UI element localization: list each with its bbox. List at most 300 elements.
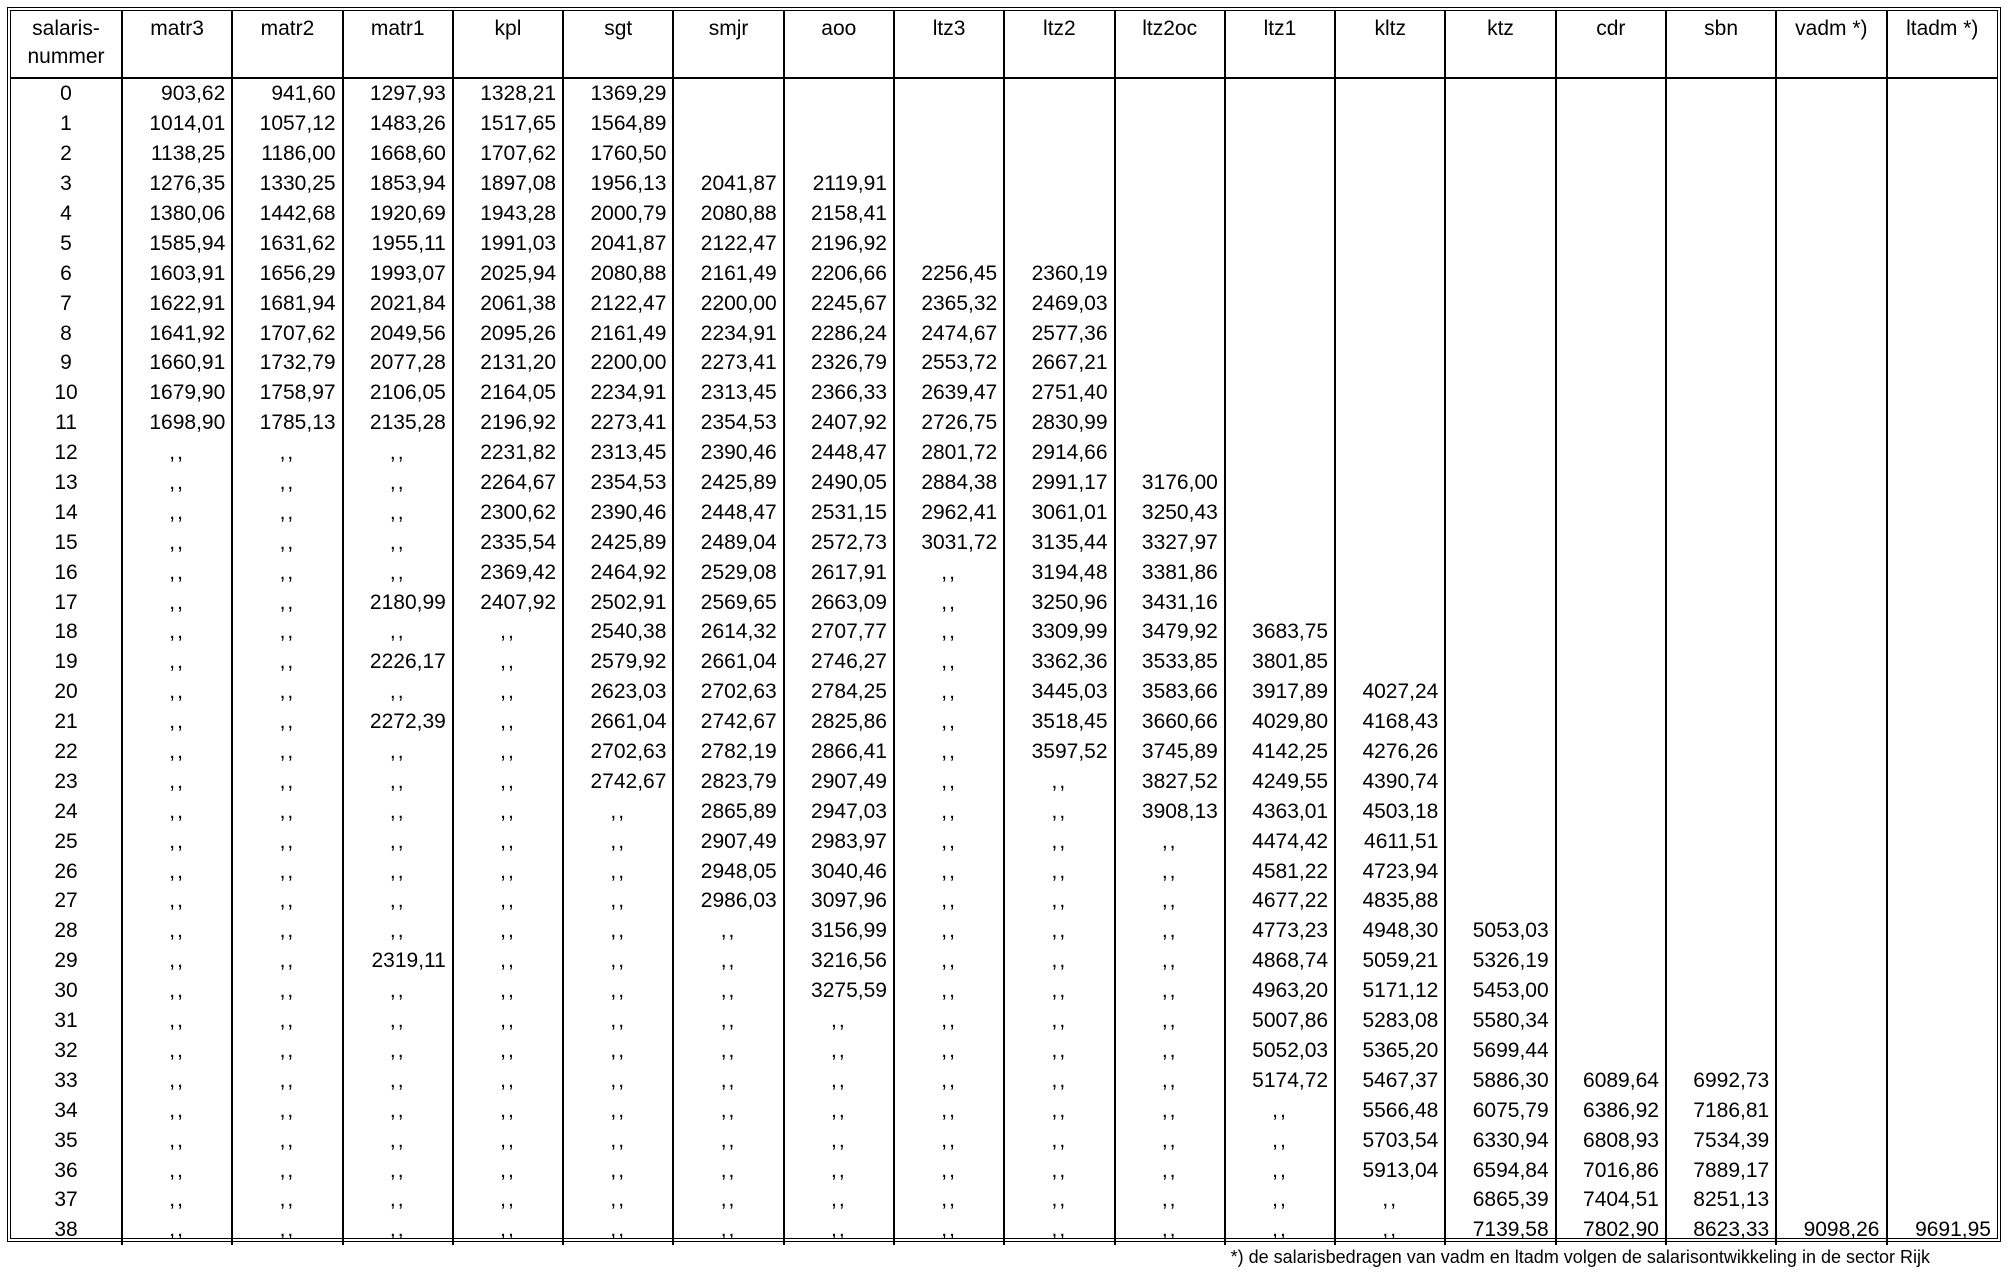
column-header-ltz2: ltz2: [1004, 11, 1114, 78]
empty-cell: [1335, 557, 1445, 587]
salary-amount: 2164,05: [453, 378, 563, 408]
ditto-mark: ,,: [232, 677, 342, 707]
empty-cell: [1445, 109, 1555, 139]
empty-cell: [1445, 139, 1555, 169]
ditto-mark: ,,: [122, 497, 232, 527]
salary-amount: 3660,66: [1115, 707, 1225, 737]
salary-amount: 4474,42: [1225, 826, 1335, 856]
empty-cell: [1115, 408, 1225, 438]
salary-step-number: 1: [60, 112, 72, 136]
salary-amount: 2907,49: [673, 826, 783, 856]
empty-cell: [1887, 468, 1998, 498]
empty-cell: [1887, 557, 1998, 587]
salary-amount: 2313,45: [673, 378, 783, 408]
column-header-matr1: matr1: [343, 11, 453, 78]
ditto-mark: ,,: [894, 826, 1004, 856]
salary-amount: 4390,74: [1335, 766, 1445, 796]
salary-amount: 5283,08: [1335, 1006, 1445, 1036]
empty-cell: [1445, 169, 1555, 199]
ditto-mark: ,,: [343, 1006, 453, 1036]
ditto-mark: ,,: [343, 826, 453, 856]
empty-cell: [1887, 946, 1998, 976]
empty-cell: [1666, 139, 1776, 169]
salary-amount: 4249,55: [1225, 766, 1335, 796]
table-row: [11, 976, 1997, 1006]
salary-amount: 2702,63: [563, 737, 673, 767]
salary-amount: 2234,91: [563, 378, 673, 408]
salary-step-number: 3: [60, 172, 72, 196]
salary-step-number: 6: [60, 261, 72, 285]
empty-cell: [1887, 1125, 1998, 1155]
empty-cell: [1666, 647, 1776, 677]
table-row: [11, 1095, 1997, 1125]
empty-cell: [1776, 497, 1886, 527]
salary-amount: 3061,01: [1004, 497, 1114, 527]
salary-amount: 6089,64: [1556, 1065, 1666, 1095]
empty-cell: [1776, 587, 1886, 617]
salary-amount: 4723,94: [1335, 856, 1445, 886]
salary-amount: 2000,79: [563, 199, 673, 229]
empty-cell: [1556, 737, 1666, 767]
ditto-mark: ,,: [232, 617, 342, 647]
empty-cell: [1666, 1036, 1776, 1066]
salary-step-number: 4: [60, 202, 72, 225]
empty-cell: [1666, 497, 1776, 527]
empty-cell: [1225, 228, 1335, 258]
salary-amount: 1186,00: [232, 139, 342, 169]
salary-amount: 2300,62: [453, 497, 563, 527]
ditto-mark: ,,: [343, 557, 453, 587]
ditto-mark: ,,: [1004, 886, 1114, 916]
table-row: [11, 1036, 1997, 1066]
empty-cell: [1776, 378, 1886, 408]
ditto-mark: ,,: [1225, 1095, 1335, 1125]
empty-cell: [1666, 677, 1776, 707]
ditto-mark: ,,: [453, 796, 563, 826]
ditto-mark: ,,: [1115, 1155, 1225, 1185]
empty-cell: [1887, 109, 1998, 139]
empty-cell: [1556, 288, 1666, 318]
salary-amount: 2830,99: [1004, 408, 1114, 438]
salary-amount: 2360,19: [1004, 258, 1114, 288]
salary-amount: 3250,96: [1004, 587, 1114, 617]
empty-cell: [1776, 856, 1886, 886]
salary-amount: 1631,62: [232, 228, 342, 258]
salary-amount: 1622,91: [122, 288, 232, 318]
salary-step-number: 36: [54, 1158, 78, 1182]
salary-step-number: 20: [54, 680, 78, 704]
salary-amount: 5053,03: [1445, 916, 1555, 946]
salary-step-number: 34: [54, 1098, 78, 1122]
salary-amount: 3194,48: [1004, 557, 1114, 587]
salary-amount: 1585,94: [122, 228, 232, 258]
salary-amount: 4835,88: [1335, 886, 1445, 916]
empty-cell: [1666, 438, 1776, 468]
empty-cell: [1225, 318, 1335, 348]
ditto-mark: ,,: [784, 1185, 894, 1215]
empty-cell: [1556, 78, 1666, 109]
ditto-mark: ,,: [453, 946, 563, 976]
empty-cell: [1115, 199, 1225, 229]
ditto-mark: ,,: [122, 438, 232, 468]
table-row: [11, 1185, 1997, 1215]
salary-amount: 1297,93: [343, 78, 453, 109]
column-header-matr3: matr3: [122, 11, 232, 78]
salary-amount: 2617,91: [784, 557, 894, 587]
salary-step-number: 27: [54, 889, 78, 913]
empty-cell: [1115, 169, 1225, 199]
ditto-mark: ,,: [673, 1215, 783, 1245]
ditto-mark: ,,: [232, 468, 342, 498]
salary-amount: 2234,91: [673, 318, 783, 348]
ditto-mark: ,,: [673, 1006, 783, 1036]
empty-cell: [1666, 169, 1776, 199]
ditto-mark: ,,: [1004, 1215, 1114, 1245]
salary-amount: 1707,62: [453, 139, 563, 169]
salary-amount: 1603,91: [122, 258, 232, 288]
salary-step-number: 13: [54, 471, 78, 495]
ditto-mark: ,,: [232, 1215, 342, 1245]
salary-step-number: 30: [54, 979, 78, 1003]
empty-cell: [1556, 826, 1666, 856]
table-row: [11, 408, 1997, 438]
salary-step-number: 23: [54, 769, 78, 793]
salary-amount: 2365,32: [894, 288, 1004, 318]
salary-amount: 2490,05: [784, 468, 894, 498]
salary-amount: 1681,94: [232, 288, 342, 318]
table-row: [11, 1125, 1997, 1155]
empty-cell: [1225, 497, 1335, 527]
table-row: [11, 796, 1997, 826]
ditto-mark: ,,: [1115, 946, 1225, 976]
salary-step-number: 15: [54, 530, 78, 554]
salary-amount: 2531,15: [784, 497, 894, 527]
table-row: [11, 826, 1997, 856]
empty-cell: [1556, 1036, 1666, 1066]
ditto-mark: ,,: [453, 826, 563, 856]
empty-cell: [1225, 587, 1335, 617]
ditto-mark: ,,: [673, 1065, 783, 1095]
empty-cell: [1776, 976, 1886, 1006]
column-header-kpl: kpl: [453, 11, 563, 78]
salary-step-number: 29: [54, 949, 78, 973]
empty-cell: [1776, 916, 1886, 946]
empty-cell: [1887, 647, 1998, 677]
ditto-mark: ,,: [1115, 1185, 1225, 1215]
ditto-mark: ,,: [673, 1155, 783, 1185]
ditto-mark: ,,: [673, 1095, 783, 1125]
empty-cell: [1887, 916, 1998, 946]
salary-step-number: 37: [54, 1188, 78, 1212]
ditto-mark: ,,: [1004, 946, 1114, 976]
salary-step-number: 10: [54, 381, 78, 405]
salary-amount: 1993,07: [343, 258, 453, 288]
empty-cell: [1445, 408, 1555, 438]
salary-amount: 3518,45: [1004, 707, 1114, 737]
empty-cell: [1556, 677, 1666, 707]
ditto-mark: ,,: [894, 707, 1004, 737]
ditto-mark: ,,: [122, 677, 232, 707]
ditto-mark: ,,: [894, 617, 1004, 647]
ditto-mark: ,,: [1225, 1215, 1335, 1245]
salary-amount: 8623,33: [1666, 1215, 1776, 1245]
salary-amount: 1380,06: [122, 199, 232, 229]
empty-cell: [1004, 139, 1114, 169]
ditto-mark: ,,: [894, 557, 1004, 587]
empty-cell: [1004, 199, 1114, 229]
empty-cell: [1445, 886, 1555, 916]
empty-cell: [1887, 737, 1998, 767]
column-header-ltz2oc: ltz2oc: [1115, 11, 1225, 78]
empty-cell: [1776, 348, 1886, 378]
ditto-mark: ,,: [673, 1125, 783, 1155]
ditto-mark: ,,: [563, 1185, 673, 1215]
empty-cell: [1556, 139, 1666, 169]
salary-amount: 1897,08: [453, 169, 563, 199]
empty-cell: [1776, 1125, 1886, 1155]
table-row: [11, 856, 1997, 886]
ditto-mark: ,,: [784, 1065, 894, 1095]
ditto-mark: ,,: [1115, 1125, 1225, 1155]
salary-amount: 2041,87: [563, 228, 673, 258]
salary-amount: 4027,24: [1335, 677, 1445, 707]
empty-cell: [1445, 378, 1555, 408]
salary-step-number: 25: [54, 829, 78, 853]
empty-cell: [1776, 737, 1886, 767]
ditto-mark: ,,: [784, 1125, 894, 1155]
empty-cell: [1115, 378, 1225, 408]
salary-amount: 2579,92: [563, 647, 673, 677]
ditto-mark: ,,: [1115, 916, 1225, 946]
empty-cell: [1776, 438, 1886, 468]
empty-cell: [1445, 438, 1555, 468]
ditto-mark: ,,: [1004, 1095, 1114, 1125]
salary-amount: 2553,72: [894, 348, 1004, 378]
salary-amount: 6865,39: [1445, 1185, 1555, 1215]
empty-cell: [1556, 976, 1666, 1006]
ditto-mark: ,,: [1004, 1065, 1114, 1095]
ditto-mark: ,,: [343, 766, 453, 796]
empty-cell: [1666, 946, 1776, 976]
salary-amount: 6808,93: [1556, 1125, 1666, 1155]
empty-cell: [1776, 199, 1886, 229]
salary-step-number: 26: [54, 859, 78, 883]
empty-cell: [1887, 1006, 1998, 1036]
salary-amount: 3275,59: [784, 976, 894, 1006]
table-row: [11, 886, 1997, 916]
salary-amount: 5052,03: [1225, 1036, 1335, 1066]
table-row: [11, 647, 1997, 677]
table-row: [11, 258, 1997, 288]
empty-cell: [1225, 109, 1335, 139]
ditto-mark: ,,: [122, 1215, 232, 1245]
salary-amount: 2572,73: [784, 527, 894, 557]
salary-amount: 2226,17: [343, 647, 453, 677]
ditto-mark: ,,: [232, 1095, 342, 1125]
empty-cell: [1887, 199, 1998, 229]
ditto-mark: ,,: [894, 946, 1004, 976]
empty-cell: [1115, 438, 1225, 468]
empty-cell: [784, 109, 894, 139]
salary-step-number: 38: [54, 1218, 78, 1242]
ditto-mark: ,,: [894, 916, 1004, 946]
salary-amount: 7139,58: [1445, 1215, 1555, 1245]
salary-amount: 7016,86: [1556, 1155, 1666, 1185]
column-header-vadm: vadm *): [1776, 11, 1886, 78]
ditto-mark: ,,: [1004, 766, 1114, 796]
empty-cell: [1004, 169, 1114, 199]
ditto-mark: ,,: [343, 1095, 453, 1125]
salary-amount: 2742,67: [673, 707, 783, 737]
ditto-mark: ,,: [894, 1215, 1004, 1245]
ditto-mark: ,,: [1115, 1065, 1225, 1095]
salary-amount: 2200,00: [673, 288, 783, 318]
salary-amount: 1369,29: [563, 78, 673, 109]
empty-cell: [1666, 468, 1776, 498]
empty-cell: [1115, 228, 1225, 258]
salary-amount: 2474,67: [894, 318, 1004, 348]
ditto-mark: ,,: [894, 1065, 1004, 1095]
salary-step-number: 32: [54, 1038, 78, 1062]
salary-amount: 2489,04: [673, 527, 783, 557]
ditto-mark: ,,: [453, 1006, 563, 1036]
empty-cell: [1887, 527, 1998, 557]
empty-cell: [1115, 139, 1225, 169]
ditto-mark: ,,: [232, 976, 342, 1006]
ditto-mark: ,,: [232, 527, 342, 557]
salary-amount: 6386,92: [1556, 1095, 1666, 1125]
ditto-mark: ,,: [784, 1095, 894, 1125]
ditto-mark: ,,: [784, 1006, 894, 1036]
empty-cell: [1556, 946, 1666, 976]
empty-cell: [1335, 109, 1445, 139]
empty-cell: [1335, 348, 1445, 378]
column-header-cdr: cdr: [1556, 11, 1666, 78]
empty-cell: [894, 109, 1004, 139]
empty-cell: [1115, 258, 1225, 288]
empty-cell: [784, 139, 894, 169]
empty-cell: [1115, 348, 1225, 378]
salary-amount: 7889,17: [1666, 1155, 1776, 1185]
empty-cell: [1556, 497, 1666, 527]
ditto-mark: ,,: [122, 468, 232, 498]
ditto-mark: ,,: [563, 1125, 673, 1155]
ditto-mark: ,,: [232, 1185, 342, 1215]
salary-amount: 2726,75: [894, 408, 1004, 438]
empty-cell: [1335, 408, 1445, 438]
empty-cell: [1335, 139, 1445, 169]
empty-cell: [1445, 348, 1555, 378]
salary-amount: 1785,13: [232, 408, 342, 438]
salary-amount: 1679,90: [122, 378, 232, 408]
salary-step-number: 14: [54, 500, 78, 524]
salary-amount: 1732,79: [232, 348, 342, 378]
ditto-mark: ,,: [453, 707, 563, 737]
empty-cell: [1225, 438, 1335, 468]
empty-cell: [894, 228, 1004, 258]
ditto-mark: ,,: [784, 1215, 894, 1245]
salary-amount: 1760,50: [563, 139, 673, 169]
salary-amount: 1138,25: [122, 139, 232, 169]
empty-cell: [1887, 408, 1998, 438]
empty-cell: [1556, 707, 1666, 737]
ditto-mark: ,,: [1004, 826, 1114, 856]
table-row: [11, 1215, 1997, 1245]
empty-cell: [1887, 348, 1998, 378]
ditto-mark: ,,: [343, 976, 453, 1006]
salary-amount: 1057,12: [232, 109, 342, 139]
empty-cell: [1887, 497, 1998, 527]
salary-amount: 2196,92: [784, 228, 894, 258]
empty-cell: [1445, 826, 1555, 856]
empty-cell: [1335, 468, 1445, 498]
table-row: [11, 737, 1997, 767]
salary-amount: 2206,66: [784, 258, 894, 288]
ditto-mark: ,,: [122, 916, 232, 946]
salary-amount: 2448,47: [673, 497, 783, 527]
empty-cell: [1776, 78, 1886, 109]
empty-cell: [1335, 199, 1445, 229]
ditto-mark: ,,: [563, 1036, 673, 1066]
ditto-mark: ,,: [343, 438, 453, 468]
ditto-mark: ,,: [453, 1185, 563, 1215]
salary-step-number: 17: [54, 590, 78, 614]
ditto-mark: ,,: [563, 916, 673, 946]
salary-amount: 2407,92: [453, 587, 563, 617]
salary-amount: 2448,47: [784, 438, 894, 468]
empty-cell: [1225, 78, 1335, 109]
empty-cell: [1776, 557, 1886, 587]
empty-cell: [1776, 408, 1886, 438]
salary-amount: 2540,38: [563, 617, 673, 647]
ditto-mark: ,,: [343, 1125, 453, 1155]
table-row: [11, 677, 1997, 707]
salary-amount: 3156,99: [784, 916, 894, 946]
salary-amount: 3445,03: [1004, 677, 1114, 707]
ditto-mark: ,,: [563, 946, 673, 976]
table-row: [11, 468, 1997, 498]
empty-cell: [1556, 438, 1666, 468]
empty-cell: [1776, 1036, 1886, 1066]
salary-table-frame: [7, 7, 2001, 1242]
ditto-mark: ,,: [343, 856, 453, 886]
empty-cell: [1335, 587, 1445, 617]
ditto-mark: ,,: [453, 737, 563, 767]
header-row: [11, 11, 1997, 78]
empty-cell: [1776, 139, 1886, 169]
ditto-mark: ,,: [453, 886, 563, 916]
ditto-mark: ,,: [122, 1185, 232, 1215]
table-row: [11, 78, 1997, 109]
empty-cell: [1666, 886, 1776, 916]
ditto-mark: ,,: [894, 587, 1004, 617]
empty-cell: [1445, 796, 1555, 826]
empty-cell: [1556, 199, 1666, 229]
salary-amount: 3745,89: [1115, 737, 1225, 767]
ditto-mark: ,,: [1115, 1036, 1225, 1066]
ditto-mark: ,,: [453, 1065, 563, 1095]
salary-amount: 2180,99: [343, 587, 453, 617]
empty-cell: [1556, 228, 1666, 258]
salary-amount: 3908,13: [1115, 796, 1225, 826]
salary-amount: 4363,01: [1225, 796, 1335, 826]
table-row: [11, 378, 1997, 408]
ditto-mark: ,,: [343, 886, 453, 916]
ditto-mark: ,,: [122, 796, 232, 826]
salary-amount: 3597,52: [1004, 737, 1114, 767]
ditto-mark: ,,: [453, 916, 563, 946]
table-row: [11, 557, 1997, 587]
